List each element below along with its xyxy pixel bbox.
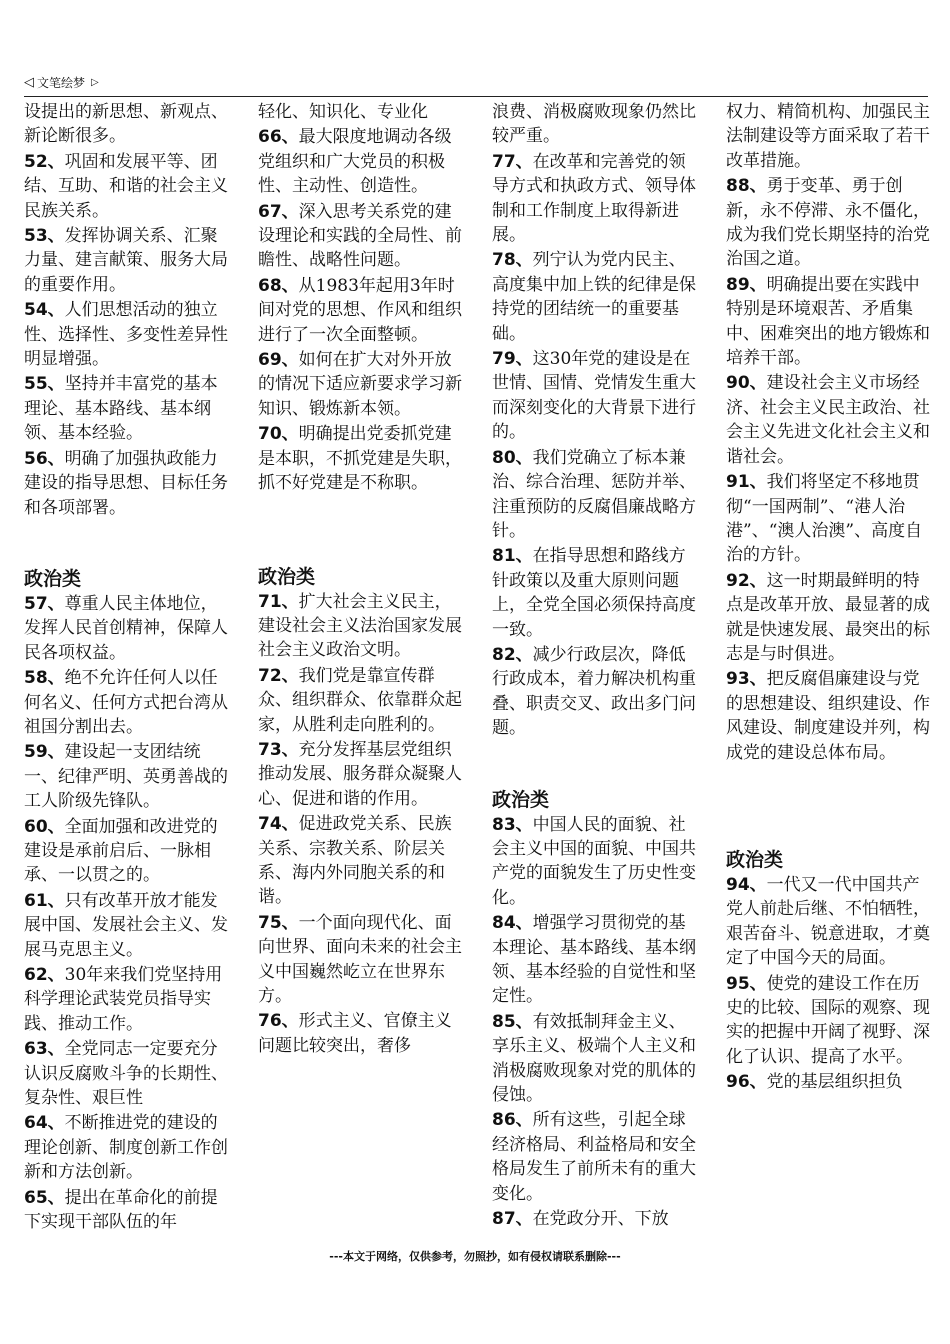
item-text: 这一时期最鲜明的特点是改革开放、最显著的成就是快速发展、最突出的标志是与时俱进。 [726, 570, 930, 664]
item-number: 52、 [24, 151, 65, 172]
item-text: 扩大社会主义民主，建设社会主义法治国家发展社会主义政治文明。 [258, 591, 462, 661]
item-text: 使党的建设工作在历史的比较、国际的观察、现实的把握中开阔了视野、深化了认识、提高了水平。 [726, 973, 930, 1067]
item-number: 60、 [24, 816, 65, 837]
item-text: 在指导思想和路线方针政策以及重大原则问题上，全党全国必须保持高度一致。 [492, 546, 696, 640]
text-column-4 [726, 100, 936, 1096]
list-item [726, 273, 936, 371]
list-item [726, 371, 936, 469]
list-item [726, 100, 936, 173]
list-item [24, 1111, 234, 1184]
item-text: 明确提出党委抓党建是本职，不抓党建是失职，抓不好党建是不称职。 [258, 424, 462, 494]
item-number: 69、 [258, 350, 299, 371]
item-text: 只有改革开放才能发展中国、发展社会主义、发展马克思主义。 [24, 890, 228, 960]
list-item [258, 812, 468, 910]
item-number: 71、 [258, 591, 299, 612]
left-triangle-icon: ◁ [24, 75, 34, 90]
item-number: 67、 [258, 201, 299, 222]
item-text: 30年来我们党坚持用科学理论武装党员指导实践、推动工作。 [24, 965, 223, 1034]
item-number: 54、 [24, 300, 65, 321]
list-item [726, 569, 936, 667]
item-number: 79、 [492, 349, 533, 370]
list-item [258, 911, 468, 1009]
list-item [492, 643, 702, 741]
item-number: 88、 [726, 176, 767, 197]
item-number: 66、 [258, 127, 299, 148]
item-text: 发挥协调关系、汇聚力量、建言献策、服务大局的重要作用。 [24, 226, 228, 295]
item-number: 57、 [24, 593, 65, 614]
list-item [258, 274, 468, 347]
item-text: 从1983年起用3年时间对党的思想、作风和组织进行了一次全面整顿。 [258, 275, 462, 345]
list-item [258, 738, 468, 811]
list-item [258, 200, 468, 273]
list-item [24, 447, 234, 520]
item-number: 56、 [24, 448, 65, 469]
item-number: 68、 [258, 275, 299, 296]
list-item [492, 911, 702, 1009]
item-number: 76、 [258, 1011, 299, 1032]
list-item [24, 815, 234, 888]
item-number: 86、 [492, 1110, 533, 1131]
item-number: 65、 [24, 1187, 65, 1208]
item-text: 促进政党关系、民族关系、宗教关系、阶层关系、海内外同胞关系的和谐。 [258, 814, 452, 908]
list-item [24, 666, 234, 739]
list-item [726, 972, 936, 1070]
list-item [492, 248, 702, 346]
item-text: 全党同志一定要充分认识反腐败斗争的长期性、复杂性、艰巨性 [24, 1039, 228, 1109]
item-number: 74、 [258, 814, 299, 835]
item-text: 我们将坚定不移地贯彻“一国两制”、“港人治港”、“澳人治澳”、高度自治的方针。 [726, 472, 923, 566]
list-item [24, 298, 234, 371]
item-number: 59、 [24, 742, 65, 763]
item-text: 如何在扩大对外开放的情况下适应新要求学习新知识、锻炼新本领。 [258, 350, 462, 419]
item-text: 深入思考关系党的建设理论和实践的全局性、前瞻性、战略性问题。 [258, 201, 462, 271]
item-text: 增强学习贯彻党的基本理论、基本路线、基本纲领、基本经验的自觉性和坚定性。 [492, 913, 696, 1007]
item-number: 96、 [726, 1072, 767, 1093]
item-number: 93、 [726, 669, 767, 690]
item-text: 尊重人民主体地位，发挥人民首创精神，保障人民各项权益。 [24, 593, 228, 663]
item-text: 我们党确立了标本兼治、综合治理、惩防并举、注重预防的反腐倡廉战略方针。 [492, 447, 696, 541]
text-column-1 [24, 100, 234, 1235]
item-number: 84、 [492, 913, 533, 934]
list-item [24, 889, 234, 962]
text-column-2 [258, 100, 468, 1059]
list-item [258, 1009, 468, 1058]
page-header [24, 74, 928, 97]
item-text: 权力、精简机构、加强民主法制建设等方面采取了若干改革措施。 [726, 102, 930, 171]
item-text: 形式主义、官僚主义问题比较突出，奢侈 [258, 1011, 452, 1056]
item-text: 一代又一代中国共产党人前赴后继、不怕牺牲，艰苦奋斗、锐意进取，才奠定了中国今天的局面。 [726, 874, 930, 969]
item-number: 64、 [24, 1113, 65, 1134]
item-text: 提出在革命化的前提下实现干部队伍的年 [24, 1187, 218, 1233]
item-number: 70、 [258, 424, 299, 445]
list-item [24, 592, 234, 665]
list-item [492, 446, 702, 544]
item-number: 58、 [24, 668, 65, 689]
list-item [492, 347, 702, 445]
brand-logo [24, 74, 99, 91]
list-item [24, 1186, 234, 1235]
list-item [492, 1207, 702, 1231]
list-item [492, 100, 702, 149]
item-number: 82、 [492, 644, 533, 665]
list-item [726, 470, 936, 568]
item-number: 91、 [726, 472, 767, 493]
item-number: 72、 [258, 665, 299, 686]
list-item [258, 590, 468, 663]
item-text: 把反腐倡廉建设与党的思想建设、组织建设、作风建设、制度建设并列，构成党的建设总体布局。 [726, 669, 930, 763]
item-text: 坚持并丰富党的基本理论、基本路线、基本纲领、基本经验。 [24, 374, 218, 444]
item-number: 87、 [492, 1209, 533, 1230]
item-text: 所有这些，引起全球经济格局、利益格局和安全格局发生了前所未有的重大变化。 [492, 1110, 696, 1204]
item-text: 最大限度地调动各级党组织和广大党员的积极性、主动性、创造性。 [258, 127, 452, 197]
list-item [726, 1070, 936, 1094]
list-item [258, 100, 468, 124]
list-item [258, 125, 468, 198]
list-item [24, 740, 234, 813]
list-item [726, 174, 936, 272]
item-number: 61、 [24, 890, 65, 911]
item-text: 我们党是靠宣传群众、组织群众、依靠群众起家，从胜利走向胜利的。 [258, 665, 462, 735]
item-number: 77、 [492, 151, 533, 172]
item-text: 人们思想活动的独立性、选择性、多变性差异性明显增强。 [24, 300, 228, 370]
item-text: 一个面向现代化、面向世界、面向未来的社会主义中国巍然屹立在世界东方。 [258, 912, 462, 1006]
list-item [726, 667, 936, 765]
list-item [24, 963, 234, 1036]
item-number: 78、 [492, 250, 533, 271]
item-text: 列宁认为党内民主、高度集中加上铁的纪律是保持党的团结统一的重要基础。 [492, 250, 696, 344]
item-number: 62、 [24, 965, 65, 985]
item-number: 94、 [726, 874, 767, 895]
list-item [24, 1037, 234, 1110]
list-item [258, 348, 468, 421]
section-heading: 政治类 [492, 788, 550, 811]
item-text: 明确了加强执政能力建设的指导思想、目标任务和各项部署。 [24, 448, 228, 518]
item-text: 在改革和完善党的领导方式和执政方式、领导体制和工作制度上取得新进展。 [492, 151, 696, 246]
item-text: 勇于变革、勇于创新，永不停滞、永不僵化，成为我们党长期坚持的治党治国之道。 [726, 176, 930, 270]
list-item [726, 873, 936, 971]
item-text: 有效抵制拜金主义、享乐主义、极端个人主义和消极腐败现象对党的肌体的侵蚀。 [492, 1011, 696, 1106]
list-item [24, 372, 234, 445]
brand-name: 文笔绘梦 [37, 76, 86, 90]
item-number: 53、 [24, 226, 65, 247]
section-heading: 政治类 [258, 565, 316, 588]
section-heading: 政治类 [726, 848, 784, 871]
item-number: 81、 [492, 546, 533, 567]
list-item [492, 1108, 702, 1206]
item-text: 建设社会主义市场经济、社会主义民主政治、社会主义先进文化社会主义和谐社会。 [726, 373, 930, 467]
list-item [492, 813, 702, 911]
item-text: 全面加强和改进党的建设是承前启后、一脉相承、一以贯之的。 [24, 816, 218, 886]
item-text: 设提出的新思想、新观点、新论断很多。 [24, 102, 228, 147]
item-text: 中国人民的面貌、社会主义中国的面貌、中国共产党的面貌发生了历史性变化。 [492, 814, 696, 908]
item-number: 55、 [24, 374, 65, 395]
item-text: 巩固和发展平等、团结、互助、和谐的社会主义民族关系。 [24, 151, 228, 221]
item-number: 73、 [258, 739, 299, 760]
item-text: 绝不允许任何人以任何名义、任何方式把台湾从祖国分割出去。 [24, 668, 228, 737]
section-heading: 政治类 [24, 567, 82, 590]
item-number: 63、 [24, 1039, 65, 1060]
item-number: 95、 [726, 973, 767, 994]
item-text: 减少行政层次，降低行政成本，着力解决机构重叠、职责交叉、政出多门问题。 [492, 644, 696, 739]
list-item [24, 224, 234, 297]
item-text: 明确提出要在实践中特别是环境艰苦、矛盾集中、困难突出的地方锻炼和培养干部。 [726, 274, 930, 369]
item-text: 党的基层组织担负 [766, 1072, 903, 1093]
item-number: 75、 [258, 912, 299, 933]
item-number: 85、 [492, 1011, 533, 1032]
text-column-3 [492, 100, 702, 1232]
list-item [258, 664, 468, 737]
item-text: 充分发挥基层党组织推动发展、服务群众凝聚人心、促进和谐的作用。 [258, 739, 462, 809]
item-number: 89、 [726, 274, 767, 295]
item-number: 83、 [492, 814, 533, 835]
list-item [24, 100, 234, 149]
item-number: 80、 [492, 447, 533, 468]
item-text: 轻化、知识化、专业化 [258, 102, 428, 122]
item-text: 建设起一支团结统一、纪律严明、英勇善战的工人阶级先锋队。 [24, 742, 228, 812]
item-number: 92、 [726, 570, 767, 591]
item-text: 浪费、消极腐败现象仍然比较严重。 [492, 102, 696, 147]
item-text: 在党政分开、下放 [532, 1209, 669, 1230]
list-item [24, 150, 234, 223]
item-number: 90、 [726, 373, 767, 394]
list-item [492, 544, 702, 642]
list-item [492, 1010, 702, 1108]
item-text: 不断推进党的建设的理论创新、制度创新工作创新和方法创新。 [24, 1113, 228, 1183]
footer-disclaimer: ---本文于网络，仅供参考，勿照抄，如有侵权请联系删除--- [329, 1250, 621, 1263]
item-text: 这30年党的建设是在世情、国情、党情发生重大而深刻变化的大背景下进行的。 [492, 349, 696, 443]
right-triangle-icon: ▷ [91, 77, 99, 88]
list-item [258, 422, 468, 495]
list-item [492, 150, 702, 248]
